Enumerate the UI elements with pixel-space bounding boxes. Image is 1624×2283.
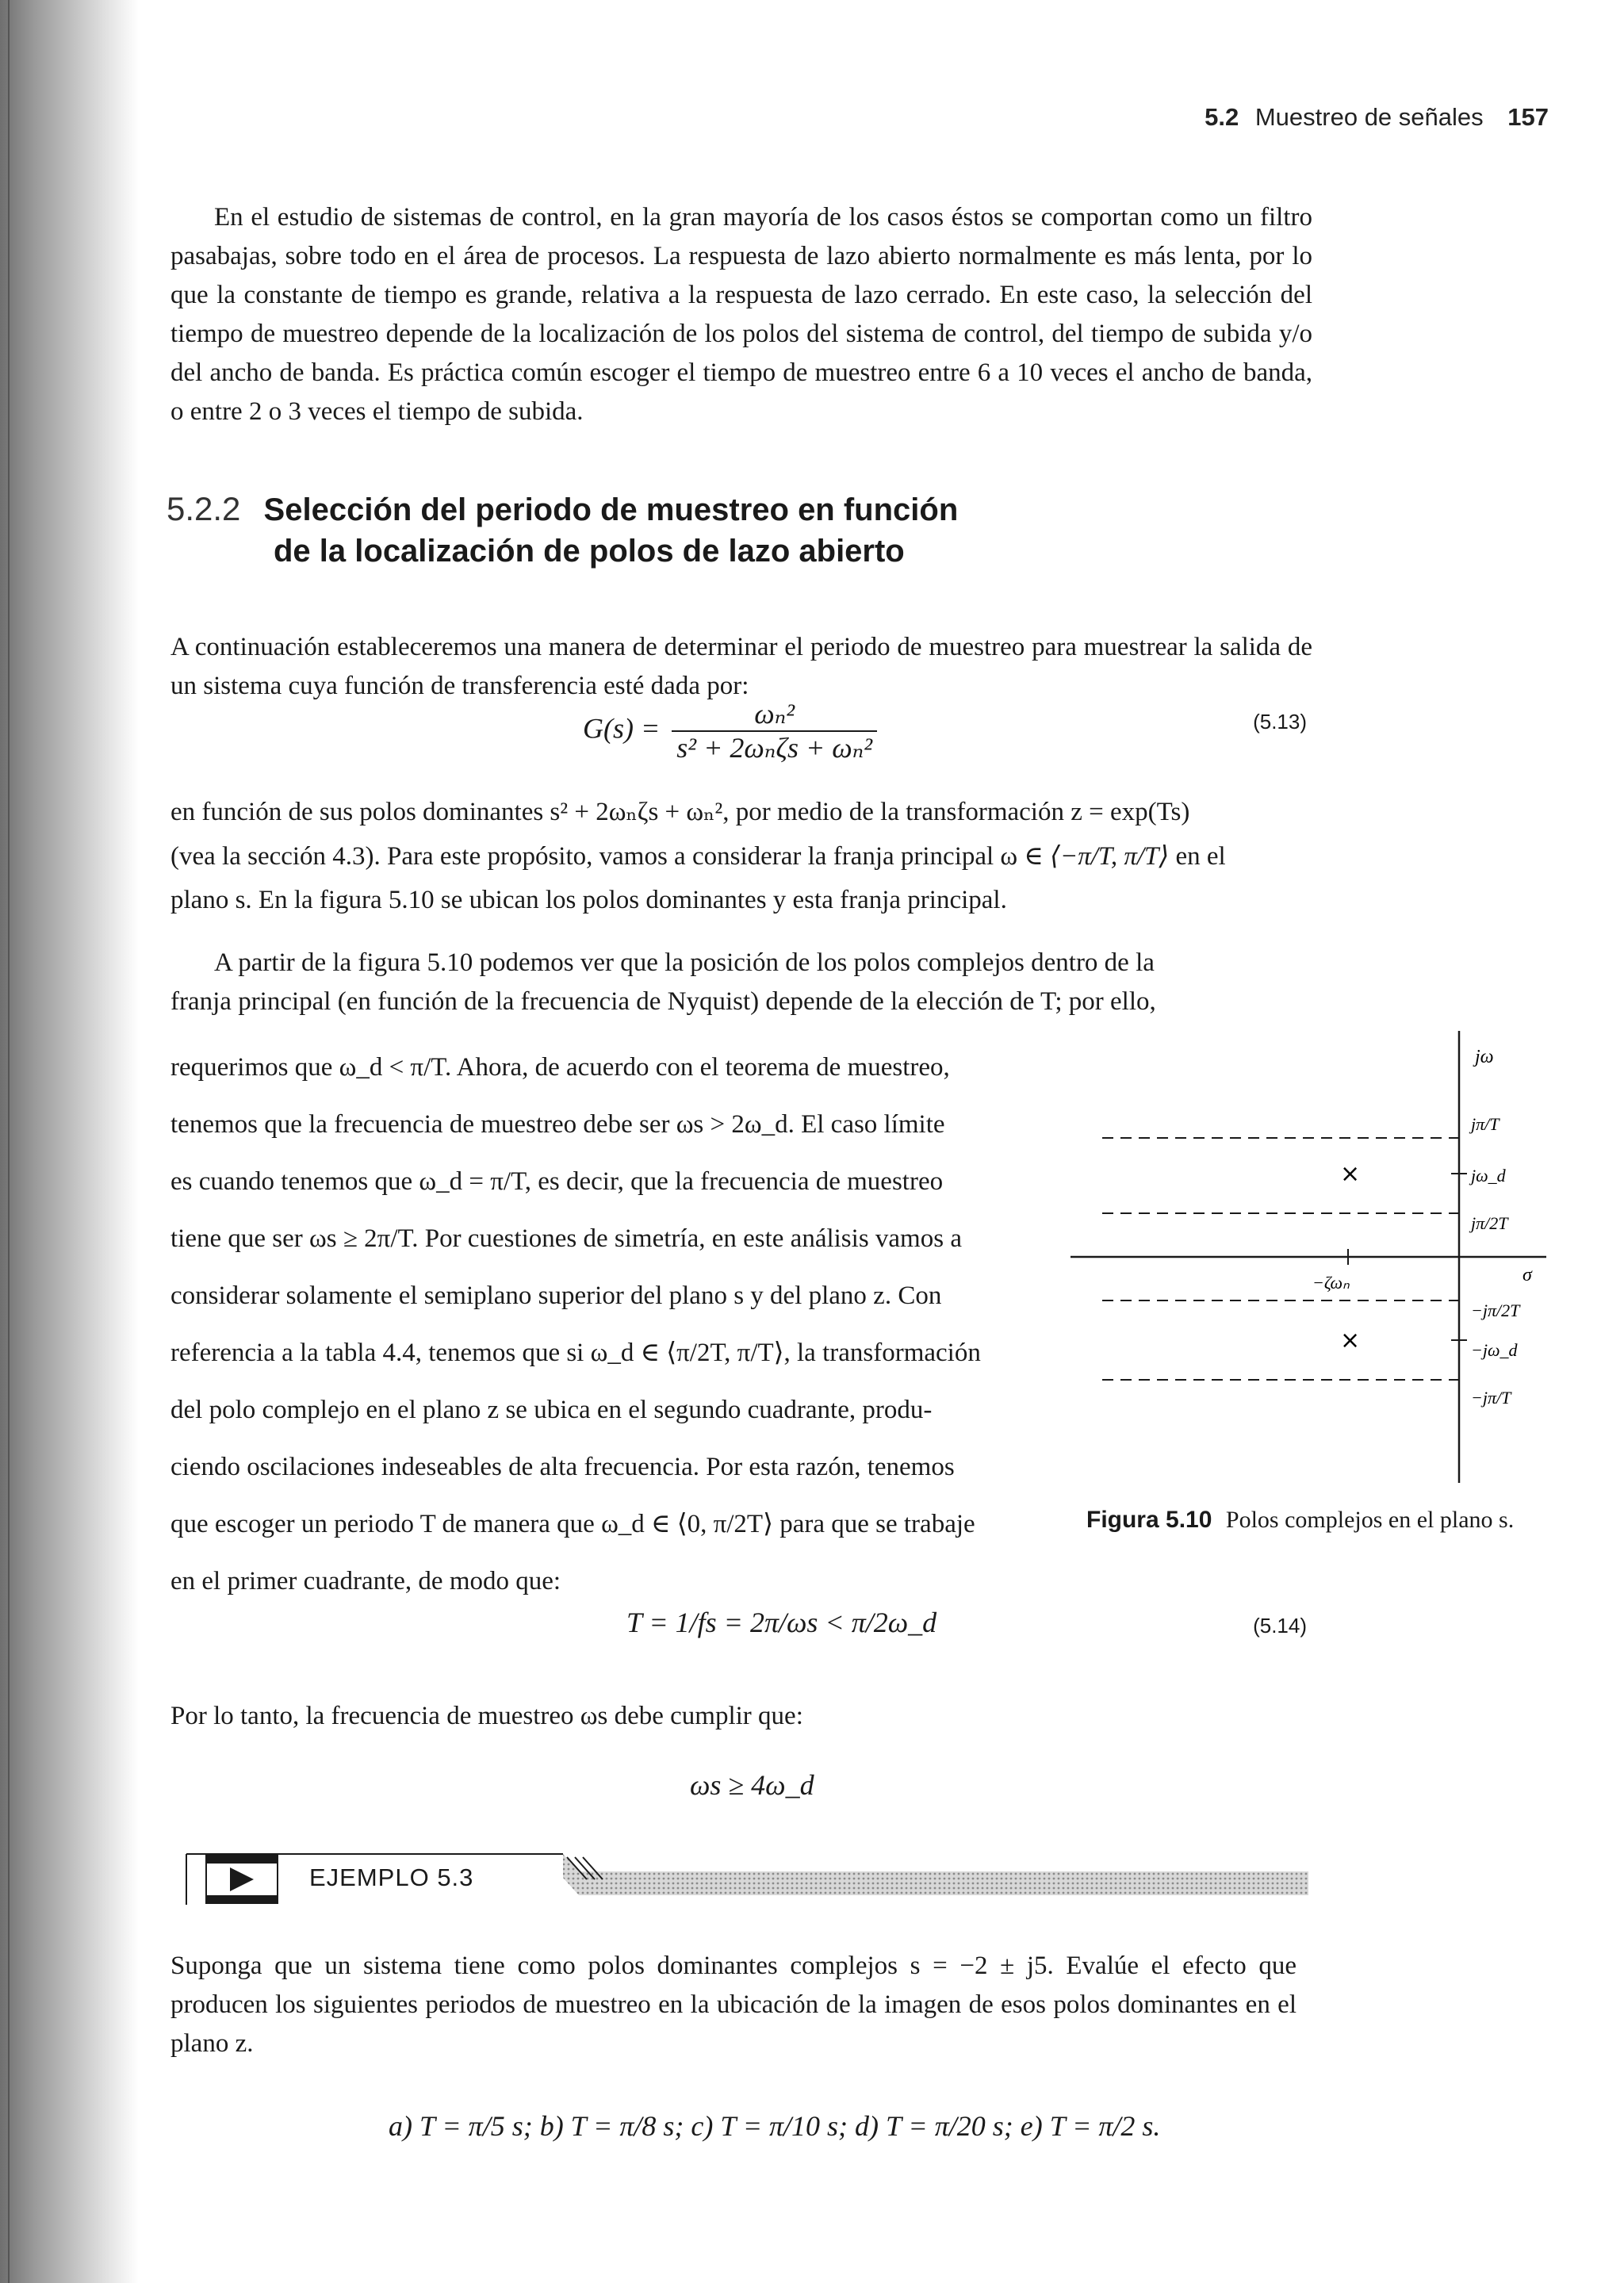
equation-5-14: T = 1/fs = 2π/ωs < π/2ω_d xyxy=(626,1607,937,1638)
film-icon-top-strip xyxy=(206,1856,278,1864)
figure-caption-label: Figura 5.10 xyxy=(1086,1507,1212,1533)
paragraph-3-line-9: del polo complejo en el plano z se ubica en el segundo cuadrante, produ- xyxy=(170,1396,933,1424)
equation-label-5-13: (5.13) xyxy=(1253,710,1307,734)
tick-label-neg-jpi-T: −jπ/T xyxy=(1471,1388,1511,1408)
section-title-line-2: de la localización de polos de lazo abierto xyxy=(274,534,905,569)
figure-5-10-caption xyxy=(1086,1507,1514,1534)
figure-caption-text: Polos complejos en el plano s. xyxy=(1225,1507,1515,1533)
tick-label-jpi-T: jπ/T xyxy=(1471,1114,1500,1134)
eq513-fraction xyxy=(672,698,877,765)
header-section-title: Muestreo de señales xyxy=(1254,103,1484,131)
paragraph-2-line-2a: (vea la sección 4.3). Para este propósito, vamos a considerar la franja principal ω ∈ xyxy=(170,842,1044,871)
section-number: 5.2.2 xyxy=(167,490,241,527)
eq513-lhs: G(s) = xyxy=(583,712,661,745)
header-section-number: 5.2 xyxy=(1205,103,1239,131)
paragraph-3-line-12: en el primer cuadrante, de modo que: xyxy=(170,1567,561,1595)
eq513-numerator: ωₙ² xyxy=(754,698,795,730)
section-heading xyxy=(167,488,958,572)
page-binding-shadow xyxy=(0,0,139,2283)
paragraph-2-line-3: plano s. En la figura 5.10 se ubican los polos dominantes y esta franja principal. xyxy=(170,886,1007,914)
page-number: 157 xyxy=(1507,103,1549,131)
tick-label-neg-jwd: −jω_d xyxy=(1471,1340,1518,1360)
paragraph-3-top xyxy=(170,944,1312,1021)
paragraph-3-line-2: franja principal (en función de la frecuencia de Nyquist) depende de la elección de T; por ello, xyxy=(170,987,1156,1016)
principal-strip-interval: ⟨−π/T, π/T⟩ xyxy=(1050,842,1170,871)
paragraph-3-line-3: requerimos que ω_d < π/T. Ahora, de acuerdo con el teorema de muestreo, xyxy=(170,1053,950,1082)
paragraph-2-line-2b: en el xyxy=(1175,842,1226,871)
paragraph-2-line-1: en función de sus polos dominantes s² + 2ωₙζs + ωₙ², por medio de la transformación z = exp(Ts) xyxy=(170,798,1190,826)
jw-axis-label: jω xyxy=(1475,1047,1494,1067)
example-label: EJEMPLO 5.3 xyxy=(309,1864,474,1891)
intro-paragraph xyxy=(170,198,1312,431)
pole-upper: × xyxy=(1340,1160,1361,1188)
sigma-axis-label: σ xyxy=(1522,1265,1532,1285)
pole-lower: × xyxy=(1340,1327,1361,1354)
paragraph-3-line-5: es cuando tenemos que ω_d = π/T, es decir, que la frecuencia de muestreo xyxy=(170,1167,944,1196)
inequality-ws: ωs ≥ 4ω_d xyxy=(690,1769,814,1801)
paragraph-1 xyxy=(170,628,1312,706)
paragraph-3-line-8: referencia a la tabla 4.4, tenemos que si ω_d ∈ ⟨π/2T, π/T⟩, la transformación xyxy=(170,1339,981,1367)
tick-label-jpi-2T: jπ/2T xyxy=(1471,1213,1508,1233)
tick-label-jwd: jω_d xyxy=(1471,1166,1506,1186)
example-options: a) T = π/5 s; b) T = π/8 s; c) T = π/10 s; d) T = π/20 s; e) T = π/2 s. xyxy=(389,2110,1161,2142)
intro-text: En el estudio de sistemas de control, en la gran mayoría de los casos éstos se comportan como un filtro pasabajas, sobre todo en el área de procesos. La respuesta de lazo abierto normalmente es más lenta, por lo que la constante de tiempo es grande, relativa a la respuesta de lazo cerrado. En este caso, la selección del tiempo de muestreo depende de la localización de los polos del sistema de control, del tiempo de subida y/o del ancho de banda. Es práctica común escoger el tiempo de muestreo entre 6 a 10 veces el ancho de banda, o entre 2 o 3 veces el tiempo de subida. xyxy=(170,203,1312,426)
banner-dotted-band xyxy=(563,1854,1308,1895)
eq513-denominator: s² + 2ωₙζs + ωₙ² xyxy=(672,730,877,764)
paragraph-3-line-1: A partir de la figura 5.10 podemos ver que la posición de los polos complejos dentro de la xyxy=(214,948,1155,977)
paragraph-4-text: Por lo tanto, la frecuencia de muestreo ωs debe cumplir que: xyxy=(170,1702,803,1730)
paragraph-2-line-2 xyxy=(170,832,1312,881)
paragraph-3-line-11: que escoger un periodo T de manera que ω_d ∈ ⟨0, π/2T⟩ para que se trabaje xyxy=(170,1510,975,1538)
equation-label-5-14: (5.14) xyxy=(1253,1614,1307,1638)
film-icon-bottom-strip xyxy=(206,1895,278,1903)
paragraph-3-wrapped xyxy=(170,1039,1059,1610)
section-title-line-1: Selección del periodo de muestreo en función xyxy=(263,492,959,527)
paragraph-3-line-7: considerar solamente el semiplano superior del plano s y del plano z. Con xyxy=(170,1281,942,1310)
paragraph-3-line-6: tiene que ser ωs ≥ 2π/T. Por cuestiones de simetría, en este análisis vamos a xyxy=(170,1224,962,1253)
paragraph-1-text: A continuación estableceremos una manera de determinar el periodo de muestreo para muestrear la salida de un sistema cuya función de transferencia esté dada por: xyxy=(170,633,1312,700)
figure-5-10-s-plane xyxy=(1071,1031,1546,1483)
equation-5-13 xyxy=(583,698,882,765)
running-header xyxy=(1205,103,1549,132)
zeta-wn-label: −ζωₙ xyxy=(1312,1273,1350,1293)
page-edge-line xyxy=(8,0,10,2283)
example-text: Suponga que un sistema tiene como polos dominantes complejos s = −2 ± j5. Evalúe el efecto que producen los siguientes periodos de muestreo en la ubicación de la imagen de esos polos dominantes en el plano z. xyxy=(170,1952,1297,2058)
paragraph-3-line-4: tenemos que la frecuencia de muestreo debe ser ωs > 2ω_d. El caso límite xyxy=(170,1110,945,1139)
example-paragraph xyxy=(170,1947,1297,2063)
paragraph-2 xyxy=(170,793,1312,920)
tick-label-neg-jpi-2T: −jπ/2T xyxy=(1471,1300,1520,1320)
paragraph-3-line-10: ciendo oscilaciones indeseables de alta frecuencia. Por esta razón, tenemos xyxy=(170,1453,955,1481)
paragraph-4 xyxy=(170,1697,1312,1736)
